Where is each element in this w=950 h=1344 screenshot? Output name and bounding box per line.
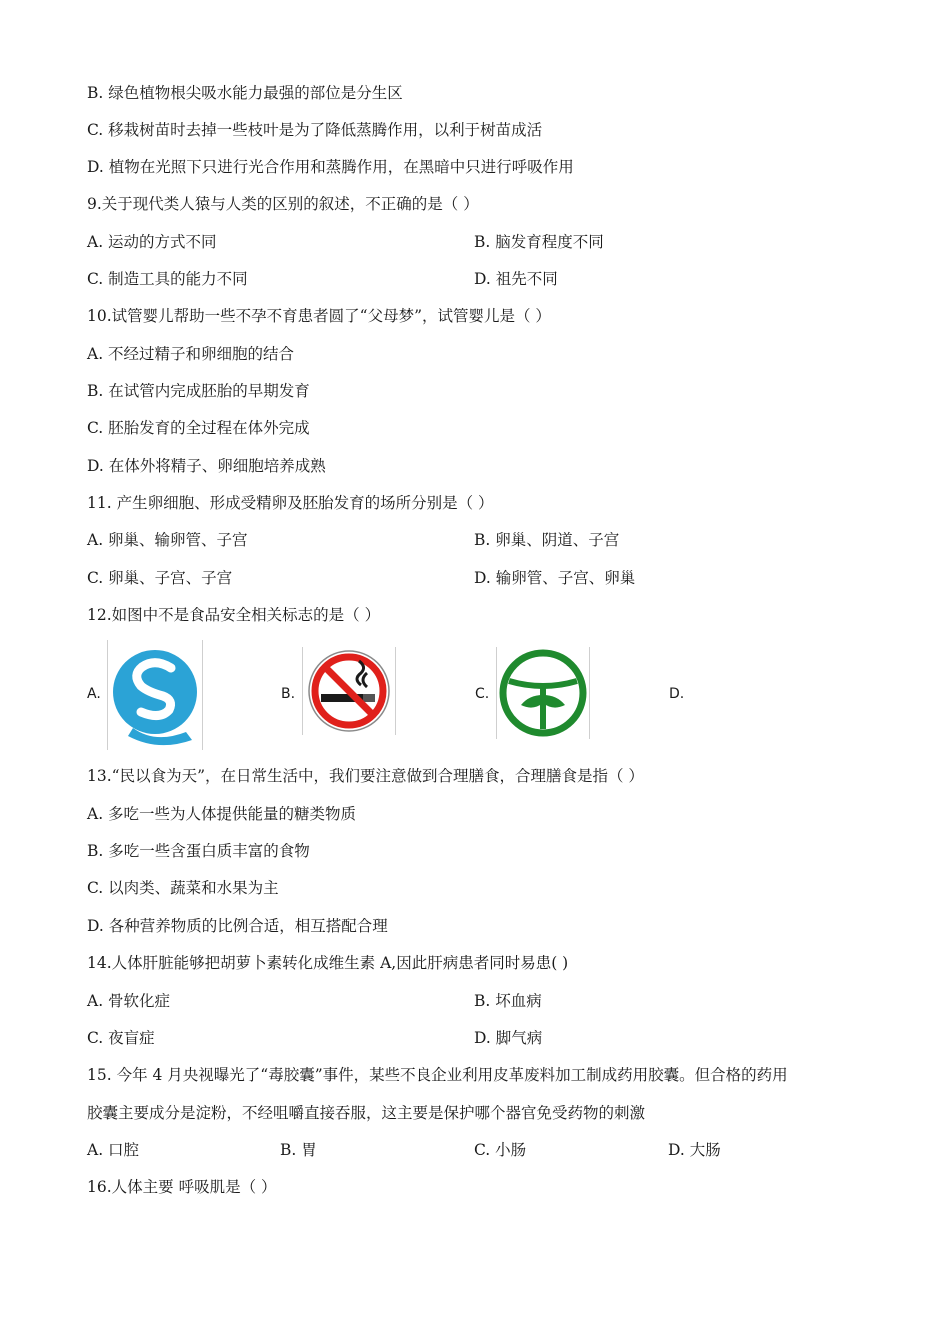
green-food-logo-icon <box>496 647 590 739</box>
q9-stem: 9.关于现代类人猿与人类的区别的叙述，不正确的是（ ） <box>87 195 479 213</box>
q12-stem: 12.如图中不是食品安全相关标志的是（ ） <box>87 606 381 624</box>
q11-option-c: C. 卵巢、子宫、子宫 <box>87 569 233 587</box>
qs-logo-icon <box>107 640 203 750</box>
q13-stem: 13.“民以食为天”，在日常生活中，我们要注意做到合理膳食，合理膳食是指（ ） <box>87 767 644 785</box>
q12-option-d-label: D. <box>669 686 685 702</box>
q11-option-a: A. 卵巢、输卵管、子宫 <box>87 531 248 549</box>
q10-option-c: C. 胚胎发育的全过程在体外完成 <box>87 419 310 437</box>
q11-stem: 11. 产生卵细胞、形成受精卵及胚胎发育的场所分别是（ ） <box>87 494 494 512</box>
q13-option-c: C. 以肉类、蔬菜和水果为主 <box>87 879 279 897</box>
q9-option-d: D. 祖先不同 <box>474 270 558 288</box>
q13-option-d: D. 各种营养物质的比例合适，相互搭配合理 <box>87 917 388 935</box>
q12-option-a-label: A. <box>87 686 101 702</box>
q15-stem-line-2: 胶囊主要成分是淀粉，不经咀嚼直接吞服，这主要是保护哪个器官免受药物的刺激 <box>87 1104 646 1122</box>
no-smoking-icon <box>302 647 396 735</box>
q8-option-c: C. 移栽树苗时去掉一些枝叶是为了降低蒸腾作用，以利于树苗成活 <box>87 121 543 139</box>
q14-option-a: A. 骨软化症 <box>87 992 171 1010</box>
q11-option-b: B. 卵巢、阴道、子宫 <box>474 531 620 549</box>
q14-option-c: C. 夜盲症 <box>87 1029 155 1047</box>
q15-option-d: D. 大肠 <box>668 1141 721 1159</box>
q14-stem: 14.人体肝脏能够把胡萝卜素转化成维生素 A,因此肝病患者同时易患( ) <box>87 954 569 972</box>
q11-option-d: D. 输卵管、子宫、卵巢 <box>474 569 636 587</box>
q15-option-b: B. 胃 <box>280 1141 317 1159</box>
q9-option-b: B. 脑发育程度不同 <box>474 233 604 251</box>
q13-option-b: B. 多吃一些含蛋白质丰富的食物 <box>87 842 310 860</box>
q15-option-a: A. 口腔 <box>87 1141 140 1159</box>
q10-option-b: B. 在试管内完成胚胎的早期发育 <box>87 382 310 400</box>
q12-option-c-label: C. <box>475 686 490 702</box>
q14-option-d: D. 脚气病 <box>474 1029 543 1047</box>
q13-option-a: A. 多吃一些为人体提供能量的糖类物质 <box>87 805 357 823</box>
q12-option-b-label: B. <box>281 686 296 702</box>
q8-option-b: B. 绿色植物根尖吸水能力最强的部位是分生区 <box>87 84 403 102</box>
q16-stem: 16.人体主要 呼吸肌是（ ） <box>87 1178 277 1196</box>
q9-option-c: C. 制造工具的能力不同 <box>87 270 248 288</box>
q14-option-b: B. 坏血病 <box>474 992 542 1010</box>
q8-option-d: D. 植物在光照下只进行光合作用和蒸腾作用，在黑暗中只进行呼吸作用 <box>87 158 574 176</box>
q15-option-c: C. 小肠 <box>474 1141 527 1159</box>
q12-figure-row <box>0 640 950 752</box>
q10-stem: 10.试管婴儿帮助一些不孕不育患者圆了“父母梦”，试管婴儿是（ ） <box>87 307 551 325</box>
q15-stem-line-1: 15. 今年 4 月央视曝光了“毒胶囊”事件，某些不良企业利用皮革废料加工制成药用胶囊。但合格的药用 <box>87 1066 788 1084</box>
q9-option-a: A. 运动的方式不同 <box>87 233 217 251</box>
q10-option-a: A. 不经过精子和卵细胞的结合 <box>87 345 295 363</box>
q10-option-d: D. 在体外将精子、卵细胞培养成熟 <box>87 457 326 475</box>
